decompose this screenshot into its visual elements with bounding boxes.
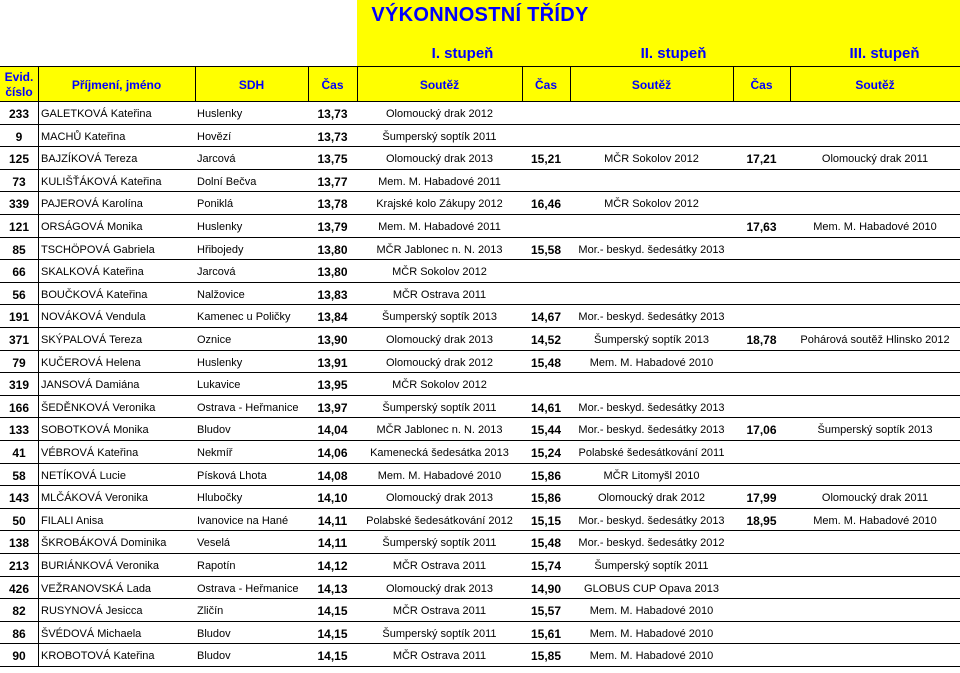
evid-cell: 426 xyxy=(8,581,30,596)
name-cell: BAJZÍKOVÁ Tereza xyxy=(41,153,138,166)
name-cell: TSCHÖPOVÁ Gabriela xyxy=(41,243,155,256)
time-2-cell: 15,86 xyxy=(530,468,562,483)
time-1-cell: 13,91 xyxy=(317,355,348,370)
name-cell: JANSOVÁ Damiána xyxy=(41,379,140,392)
soutez-3-cell: Mem. M. Habadové 2010 xyxy=(813,221,937,233)
time-3-cell: 18,95 xyxy=(746,513,777,528)
soutez-1-cell: Šumperský soptík 2011 xyxy=(382,537,497,550)
evid-cell: 166 xyxy=(8,400,30,415)
sdh-cell: Huslenky xyxy=(197,108,243,120)
soutez-2-cell: MČR Sokolov 2012 xyxy=(604,198,699,211)
time-1-cell: 13,75 xyxy=(317,152,348,167)
soutez-1-cell: Šumperský soptík 2013 xyxy=(382,311,497,324)
soutez-1-cell: Mem. M. Habadové 2010 xyxy=(377,469,502,482)
soutez-1-cell: Krajské kolo Zákupy 2012 xyxy=(376,198,503,211)
evid-cell: 66 xyxy=(12,265,26,280)
soutez-1-cell: Kamenecká šedesátka 2013 xyxy=(370,447,509,459)
time-1-cell: 14,12 xyxy=(317,559,348,573)
soutez-3-cell: Mem. M. Habadové 2010 xyxy=(813,514,937,527)
time-3-cell: 18,78 xyxy=(746,333,777,347)
soutez-1-cell: Šumperský soptík 2011 xyxy=(382,627,497,640)
sdh-cell: Nekmíř xyxy=(197,447,233,459)
evid-cell: 213 xyxy=(8,559,30,573)
name-cell: KULIŠŤÁKOVÁ Kateřina xyxy=(41,175,162,188)
soutez-1-cell: MČR Jablonec n. N. 2013 xyxy=(376,243,503,256)
row-divider xyxy=(0,66,960,67)
time-2-cell: 15,85 xyxy=(530,649,562,664)
header-cas-2: Čas xyxy=(534,78,557,92)
page-title: VÝKONNOSTNÍ TŘÍDY xyxy=(371,4,589,26)
time-1-cell: 14,13 xyxy=(317,581,348,596)
row-divider xyxy=(0,124,960,125)
soutez-1-cell: MČR Ostrava 2011 xyxy=(392,605,487,618)
soutez-1-cell: Mem. M. Habadové 2011 xyxy=(378,221,501,233)
row-divider xyxy=(0,259,960,260)
name-cell: SKÝPALOVÁ Tereza xyxy=(41,334,143,346)
row-divider xyxy=(0,508,960,509)
name-cell: KUČEROVÁ Helena xyxy=(41,356,141,369)
row-divider xyxy=(0,214,960,215)
row-divider xyxy=(0,101,960,102)
time-3-cell: 17,06 xyxy=(746,423,777,438)
time-1-cell: 13,95 xyxy=(317,378,348,393)
row-divider xyxy=(0,621,960,622)
sdh-cell: Lukavice xyxy=(197,379,241,392)
soutez-1-cell: Olomoucký drak 2013 xyxy=(386,153,493,166)
sdh-cell: Rapotín xyxy=(197,560,236,572)
time-2-cell: 15,48 xyxy=(530,536,562,551)
soutez-1-cell: Olomoucký drak 2012 xyxy=(386,108,493,120)
soutez-1-cell: Olomoucký drak 2013 xyxy=(386,334,493,346)
evid-cell: 121 xyxy=(8,220,30,234)
header-sdh: SDH xyxy=(238,78,265,92)
name-cell: ŠEDĚNKOVÁ Veronika xyxy=(41,401,156,414)
sdh-cell: Hovězí xyxy=(197,130,232,143)
time-2-cell: 15,58 xyxy=(530,242,562,257)
row-divider xyxy=(0,282,960,283)
stupen-3-label: III. stupeň xyxy=(849,45,920,62)
row-divider xyxy=(0,643,960,644)
soutez-1-cell: Olomoucký drak 2013 xyxy=(386,582,493,595)
evid-cell: 73 xyxy=(12,174,26,189)
sdh-cell: Ostrava - Heřmanice xyxy=(197,582,299,595)
name-cell: FILALI Anisa xyxy=(41,514,104,527)
header-soutez-1: Soutěž xyxy=(419,78,460,92)
sdh-cell: Jarcová xyxy=(197,153,236,166)
time-1-cell: 13,90 xyxy=(317,333,348,347)
soutez-2-cell: Polabské šedesátkování 2011 xyxy=(578,447,725,459)
evid-cell: 82 xyxy=(12,604,26,619)
sdh-cell: Ivanovice na Hané xyxy=(197,514,289,527)
evid-cell: 41 xyxy=(12,446,26,460)
row-divider xyxy=(0,350,960,351)
soutez-2-cell: Mem. M. Habadové 2010 xyxy=(589,650,714,663)
soutez-3-cell: Šumperský soptík 2013 xyxy=(817,424,933,437)
evid-cell: 9 xyxy=(15,129,23,144)
time-3-cell: 17,99 xyxy=(746,491,777,506)
sdh-cell: Huslenky xyxy=(197,356,243,369)
column-divider xyxy=(195,66,196,102)
sdh-cell: Ostrava - Heřmanice xyxy=(197,401,299,414)
name-cell: KROBOTOVÁ Kateřina xyxy=(41,650,155,663)
time-2-cell: 15,21 xyxy=(530,152,562,167)
time-1-cell: 13,78 xyxy=(317,197,348,212)
time-1-cell: 14,08 xyxy=(317,468,348,483)
name-cell: ORSÁGOVÁ Monika xyxy=(41,221,143,233)
row-divider xyxy=(0,530,960,531)
evid-cell: 90 xyxy=(12,649,26,664)
row-divider xyxy=(0,395,960,396)
time-1-cell: 14,04 xyxy=(317,423,348,438)
header-cas-3: Čas xyxy=(750,78,773,92)
soutez-3-cell: Olomoucký drak 2011 xyxy=(821,492,929,505)
evid-cell: 371 xyxy=(8,333,30,347)
sdh-cell: Veselá xyxy=(197,537,231,550)
time-1-cell: 14,10 xyxy=(317,491,348,506)
row-divider xyxy=(0,598,960,599)
column-divider xyxy=(38,66,39,102)
row-divider xyxy=(0,463,960,464)
row-divider xyxy=(0,237,960,238)
soutez-3-cell: Pohárová soutěž Hlinsko 2012 xyxy=(800,334,950,346)
evid-cell: 85 xyxy=(12,242,26,257)
row-divider xyxy=(0,169,960,170)
row-divider xyxy=(0,666,960,667)
name-cell: VÉBROVÁ Kateřina xyxy=(41,447,139,459)
soutez-1-cell: MČR Ostrava 2011 xyxy=(392,560,487,572)
soutez-2-cell: Mor.- beskyd. šedesátky 2012 xyxy=(578,537,725,550)
sdh-cell: Nalžovice xyxy=(197,288,245,301)
column-divider xyxy=(790,66,791,102)
soutez-2-cell: Olomoucký drak 2012 xyxy=(598,492,705,505)
header-soutez-3: Soutěž xyxy=(855,78,895,92)
soutez-2-cell: Mem. M. Habadové 2010 xyxy=(589,627,714,640)
soutez-1-cell: Olomoucký drak 2013 xyxy=(386,492,493,505)
sdh-cell: Hřibojedy xyxy=(197,243,244,256)
header-name: Příjmení, jméno xyxy=(71,78,162,92)
name-cell: RUSYNOVÁ Jesicca xyxy=(41,605,143,618)
row-divider xyxy=(0,417,960,418)
soutez-2-cell: Šumperský soptík 2013 xyxy=(594,334,709,346)
sdh-cell: Bludov xyxy=(197,424,231,437)
sdh-cell: Jarcová xyxy=(197,266,236,279)
time-2-cell: 15,24 xyxy=(530,446,562,460)
time-2-cell: 15,86 xyxy=(530,491,562,506)
header-cislo: číslo xyxy=(5,85,33,99)
soutez-1-cell: Mem. M. Habadové 2011 xyxy=(378,175,501,188)
evid-cell: 50 xyxy=(12,513,26,528)
name-cell: ŠVÉDOVÁ Michaela xyxy=(41,627,142,640)
name-cell: MLČÁKOVÁ Veronika xyxy=(41,492,148,505)
evid-cell: 133 xyxy=(8,423,30,438)
evid-cell: 138 xyxy=(8,536,30,551)
soutez-2-cell: Mem. M. Habadové 2010 xyxy=(589,356,714,369)
time-3-cell: 17,63 xyxy=(746,220,777,234)
column-divider xyxy=(570,66,571,102)
soutez-2-cell: Šumperský soptík 2011 xyxy=(594,560,709,572)
name-cell: NETÍKOVÁ Lucie xyxy=(41,469,126,482)
name-cell: SOBOTKOVÁ Monika xyxy=(41,424,149,437)
row-divider xyxy=(0,553,960,554)
time-1-cell: 13,77 xyxy=(317,174,348,189)
stupen-2-label: II. stupeň xyxy=(640,45,707,62)
soutez-1-cell: MČR Ostrava 2011 xyxy=(392,650,487,663)
header-cas-1: Čas xyxy=(321,78,344,92)
name-cell: SKALKOVÁ Kateřina xyxy=(41,266,144,279)
time-1-cell: 13,73 xyxy=(317,107,348,121)
row-divider xyxy=(0,485,960,486)
header-evid: Evid. xyxy=(4,70,34,84)
evid-cell: 58 xyxy=(12,468,26,483)
evid-cell: 233 xyxy=(8,107,30,121)
name-cell: ŠKROBÁKOVÁ Dominika xyxy=(41,537,167,550)
column-divider xyxy=(38,102,39,667)
soutez-2-cell: Mor.- beskyd. šedesátky 2013 xyxy=(578,243,725,256)
name-cell: NOVÁKOVÁ Vendula xyxy=(41,311,146,324)
name-cell: BURIÁNKOVÁ Veronika xyxy=(41,560,159,572)
soutez-1-cell: MČR Sokolov 2012 xyxy=(392,266,487,279)
column-divider xyxy=(522,66,523,102)
time-2-cell: 16,46 xyxy=(530,197,562,212)
time-3-cell: 17,21 xyxy=(746,152,777,167)
row-divider xyxy=(0,304,960,305)
evid-cell: 143 xyxy=(8,491,30,506)
name-cell: PAJEROVÁ Karolína xyxy=(41,198,143,211)
time-1-cell: 14,06 xyxy=(317,446,348,460)
name-cell: GALETKOVÁ Kateřina xyxy=(41,108,152,120)
evid-cell: 319 xyxy=(8,378,30,393)
sdh-cell: Oznice xyxy=(197,334,232,346)
evid-cell: 339 xyxy=(8,197,30,212)
time-1-cell: 13,83 xyxy=(317,287,348,302)
sdh-cell: Zličín xyxy=(197,605,224,618)
soutez-2-cell: Mor.- beskyd. šedesátky 2013 xyxy=(578,424,725,437)
time-2-cell: 15,48 xyxy=(530,355,562,370)
soutez-1-cell: MČR Ostrava 2011 xyxy=(392,288,487,301)
column-divider xyxy=(308,66,309,102)
time-1-cell: 14,15 xyxy=(317,649,348,664)
soutez-2-cell: Mem. M. Habadové 2010 xyxy=(589,605,714,618)
soutez-2-cell: GLOBUS CUP Opava 2013 xyxy=(584,582,719,595)
soutez-1-cell: Šumperský soptík 2011 xyxy=(382,401,497,414)
time-2-cell: 14,67 xyxy=(530,310,562,325)
time-2-cell: 15,57 xyxy=(530,604,562,619)
sdh-cell: Poniklá xyxy=(197,198,234,211)
row-divider xyxy=(0,440,960,441)
time-2-cell: 14,52 xyxy=(530,333,562,347)
evid-cell: 79 xyxy=(12,355,26,370)
time-1-cell: 14,11 xyxy=(317,536,348,551)
name-cell: BOUČKOVÁ Kateřina xyxy=(41,288,148,301)
time-1-cell: 13,80 xyxy=(317,265,348,280)
evid-cell: 86 xyxy=(12,626,26,641)
evid-cell: 125 xyxy=(8,152,30,167)
evid-cell: 191 xyxy=(8,310,30,325)
soutez-1-cell: MČR Jablonec n. N. 2013 xyxy=(376,424,503,437)
soutez-3-cell: Olomoucký drak 2011 xyxy=(821,153,929,166)
time-1-cell: 13,73 xyxy=(317,129,348,144)
row-divider xyxy=(0,327,960,328)
time-2-cell: 14,61 xyxy=(530,400,562,415)
time-2-cell: 15,61 xyxy=(530,626,562,641)
soutez-2-cell: Mor.- beskyd. šedesátky 2013 xyxy=(578,401,725,414)
soutez-2-cell: MČR Litomyšl 2010 xyxy=(603,469,700,482)
row-divider xyxy=(0,146,960,147)
column-divider xyxy=(357,66,358,102)
time-2-cell: 15,74 xyxy=(530,559,562,573)
time-1-cell: 14,15 xyxy=(317,604,348,619)
time-2-cell: 15,15 xyxy=(530,513,562,528)
sdh-cell: Hlubočky xyxy=(197,492,243,505)
soutez-1-cell: MČR Sokolov 2012 xyxy=(392,379,487,392)
soutez-1-cell: Polabské šedesátkování 2012 xyxy=(366,514,513,527)
time-1-cell: 13,80 xyxy=(317,242,348,257)
row-divider xyxy=(0,191,960,192)
sdh-cell: Kamenec u Poličky xyxy=(197,311,291,324)
evid-cell: 56 xyxy=(12,287,26,302)
stupen-1-label: I. stupeň xyxy=(431,45,494,62)
name-cell: VEŽRANOVSKÁ Lada xyxy=(41,582,152,595)
soutez-1-cell: Olomoucký drak 2012 xyxy=(386,356,493,369)
soutez-2-cell: Mor.- beskyd. šedesátky 2013 xyxy=(578,514,725,527)
soutez-2-cell: MČR Sokolov 2012 xyxy=(604,153,699,166)
row-divider xyxy=(0,576,960,577)
sdh-cell: Písková Lhota xyxy=(197,469,267,482)
row-divider xyxy=(0,372,960,373)
sdh-cell: Bludov xyxy=(197,650,231,663)
soutez-2-cell: Mor.- beskyd. šedesátky 2013 xyxy=(578,311,725,324)
sdh-cell: Dolní Bečva xyxy=(197,175,257,188)
time-2-cell: 14,90 xyxy=(530,581,562,596)
column-divider xyxy=(733,66,734,102)
header-soutez-2: Soutěž xyxy=(631,78,672,92)
time-1-cell: 14,15 xyxy=(317,626,348,641)
name-cell: MACHŮ Kateřina xyxy=(41,130,126,143)
time-2-cell: 15,44 xyxy=(530,423,562,438)
sdh-cell: Bludov xyxy=(197,627,231,640)
time-1-cell: 13,84 xyxy=(317,310,348,325)
time-1-cell: 13,97 xyxy=(317,400,348,415)
time-1-cell: 14,11 xyxy=(317,513,348,528)
time-1-cell: 13,79 xyxy=(317,220,348,234)
sdh-cell: Huslenky xyxy=(197,221,243,233)
soutez-1-cell: Šumperský soptík 2011 xyxy=(382,130,497,143)
